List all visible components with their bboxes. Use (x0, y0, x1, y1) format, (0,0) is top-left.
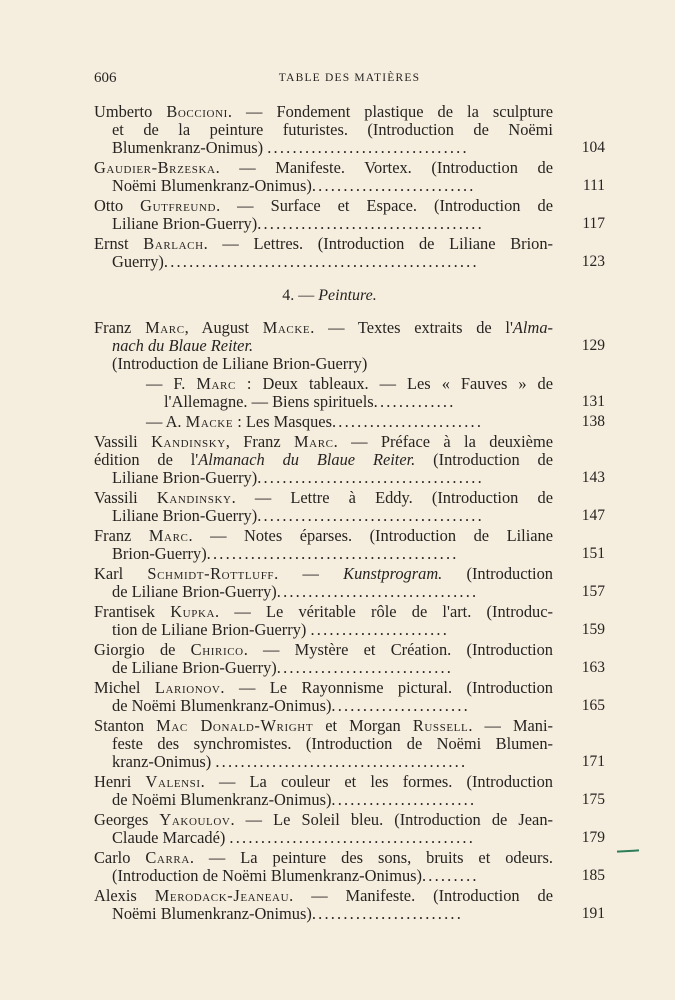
toc-entry-barlach: Ernst Barlach. — Lettres. (Introduction de Liliane Brion- Guerry).................................................. 123 (94, 235, 605, 271)
toc-page-number: 159 (581, 621, 605, 638)
page-header (94, 70, 605, 90)
toc-entry-schmidt-rottluff: Karl Schmidt-Rottluff. — Kunstprogram. (Introduction de Liliane Brion-Guerry)................................ 157 (94, 565, 605, 601)
toc-page-number: 191 (581, 905, 605, 922)
toc-entry-valensi: Henri Valensi. — La couleur et les formes. (Introduction de Noëmi Blumenkranz-Onimus)....................... 175 (94, 773, 605, 809)
toc-entry-macdonald-wright-russell: Stanton Mac Donald-Wright et Morgan Russell. — Mani- feste des synchromistes. (Introduction de Noëmi Blumen- kranz-Onimus) ........................................ 171 (94, 717, 605, 771)
toc-entry-marc-macke: Franz Marc, August Macke. — Textes extraits de l'Alma- nach du Blaue Reiter. (Introduction de Liliane Brion-Guerry) 129 (94, 319, 605, 373)
toc-page-number: 165 (581, 697, 605, 714)
toc-page-number: 175 (581, 791, 605, 808)
toc-entry-larionov: Michel Larionov. — Le Rayonnisme pictural. (Introduction de Noëmi Blumenkranz-Onimus)...................... 165 (94, 679, 605, 715)
toc-page-number: 117 (582, 215, 605, 232)
toc-page-number: 111 (582, 177, 605, 194)
toc-entry-marc-subentry: — F. Marc : Deux tableaux. — Les « Fauves » de l'Allemagne. — Biens spirituels............. 131 (146, 375, 605, 411)
toc-page-number: 157 (581, 583, 605, 600)
page-number: 606 (94, 70, 117, 86)
toc-entry-marc-notes: Franz Marc. — Notes éparses. (Introduction de Liliane Brion-Guerry)........................................ 151 (94, 527, 605, 563)
toc-entry-chirico: Giorgio de Chirico. — Mystère et Création. (Introduction de Liliane Brion-Guerry)............................ 163 (94, 641, 605, 677)
toc-page-number: 123 (581, 253, 605, 270)
margin-pen-mark (617, 849, 639, 852)
toc-page-number: 129 (581, 337, 605, 354)
toc-page-number: 151 (581, 545, 605, 562)
toc-page-number: 185 (581, 867, 605, 884)
toc-entry-merodack-jeaneau: Alexis Merodack-Jeaneau. — Manifeste. (Introduction de Noëmi Blumenkranz-Onimus)........................ 191 (94, 887, 605, 923)
toc-page-number: 143 (581, 469, 605, 486)
table-of-contents (94, 103, 605, 925)
toc-page-number: 171 (581, 753, 605, 770)
running-head: TABLE DES MATIÈRES (278, 72, 421, 84)
toc-page-number: 104 (581, 139, 605, 156)
toc-entry-kupka: Frantisek Kupka. — Le véritable rôle de l'art. (Introduc- tion de Liliane Brion-Guerry) ...................... 159 (94, 603, 605, 639)
toc-entry-kandinsky-marc: Vassili Kandinsky, Franz Marc. — Préface à la deuxième édition de l'Almanach du Blaue Reiter. (Introduction de Liliane Brion-Guerry).................................... 143 (94, 433, 605, 487)
toc-entry-kandinsky: Vassili Kandinsky. — Lettre à Eddy. (Introduction de Liliane Brion-Guerry).................................... 147 (94, 489, 605, 525)
section-heading: 4. — Peinture. (282, 287, 377, 304)
toc-entry-carra: Carlo Carra. — La peinture des sons, bruits et odeurs. (Introduction de Noëmi Blumenkranz-Onimus)......... 185 (94, 849, 605, 885)
toc-page-number: 138 (581, 413, 605, 430)
toc-entry-boccioni: Umberto Boccioni. — Fondement plastique de la sculpture et de la peinture futuristes. (Introduction de Noëmi Blumenkranz-Onimus) ................................ 104 (94, 103, 605, 157)
toc-entry-gaudier-brzeska: Gaudier-Brzeska. — Manifeste. Vortex. (Introduction de Noëmi Blumenkranz-Onimus).......................... 111 (94, 159, 605, 195)
toc-entry-macke-subentry: — A. Macke : Les Masques........................ 138 (146, 413, 605, 431)
toc-page-number: 147 (581, 507, 605, 524)
toc-page-number: 179 (581, 829, 605, 846)
toc-entry-yakoulov: Georges Yakoulov. — Le Soleil bleu. (Introduction de Jean- Claude Marcadé) ....................................... 179 (94, 811, 605, 847)
toc-page-number: 163 (581, 659, 605, 676)
toc-entry-gutfreund: Otto Gutfreund. — Surface et Espace. (Introduction de Liliane Brion-Guerry).................................... 117 (94, 197, 605, 233)
toc-page-number: 131 (581, 393, 605, 410)
